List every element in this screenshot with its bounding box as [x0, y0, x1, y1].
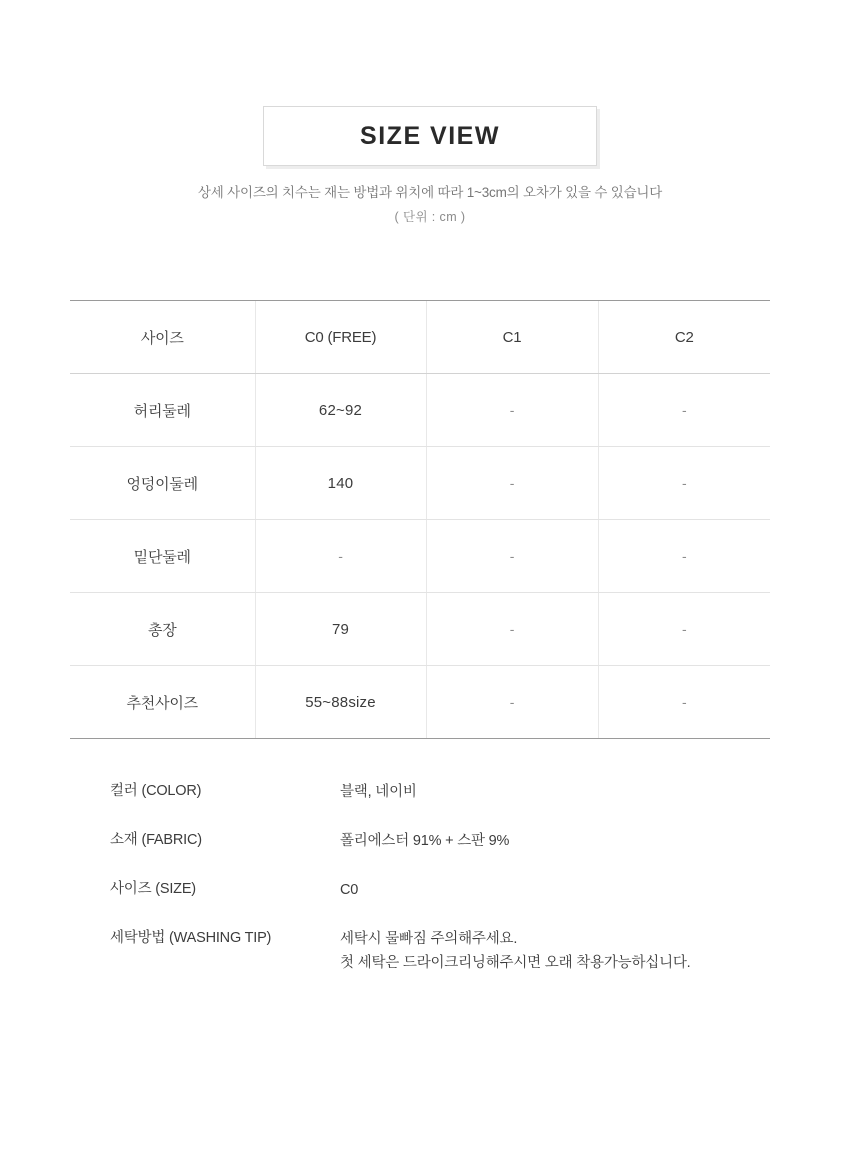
row-label: 밑단둘레	[70, 520, 255, 593]
row-label: 엉덩이둘레	[70, 447, 255, 520]
info-label: 세탁방법 (WASHING TIP)	[110, 930, 272, 946]
info-value-line: C0	[340, 882, 359, 898]
row-label: 허리둘레	[70, 374, 255, 447]
row-value-c1: -	[426, 520, 598, 593]
column-header-c2: C2	[598, 301, 770, 374]
info-value-line: 폴리에스터 91% + 스판 9%	[340, 833, 510, 849]
info-value-line: 블랙, 네이비	[340, 784, 417, 800]
table-row	[70, 666, 770, 739]
row-value-c2: -	[598, 447, 770, 520]
size-table-head	[70, 301, 770, 374]
info-value-line: 세탁시 물빠짐 주의해주세요.	[340, 931, 518, 947]
column-header-c1: C1	[426, 301, 598, 374]
row-value-c0: 55~88size	[255, 666, 426, 739]
info-value-line: 첫 세탁은 드라이크리닝해주시면 오래 착용가능하십니다.	[340, 955, 691, 971]
row-value-c0: 140	[255, 447, 426, 520]
info-label: 사이즈 (SIZE)	[110, 881, 196, 897]
row-value-c2: -	[598, 666, 770, 739]
table-row	[70, 593, 770, 666]
info-label: 소재 (FABRIC)	[110, 832, 202, 848]
table-row	[70, 447, 770, 520]
size-table	[70, 300, 770, 739]
row-value-c1: -	[426, 593, 598, 666]
row-value-c0: -	[255, 520, 426, 593]
info-value	[340, 927, 800, 975]
unit-text: ( 단위 : cm )	[394, 210, 466, 224]
row-value-c2: -	[598, 374, 770, 447]
info-value	[340, 780, 800, 804]
table-row	[70, 374, 770, 447]
info-row-color	[110, 780, 800, 804]
row-label: 총장	[70, 593, 255, 666]
info-row-washing-tip	[110, 927, 800, 975]
info-row-size	[110, 878, 800, 902]
row-value-c2: -	[598, 593, 770, 666]
row-value-c1: -	[426, 374, 598, 447]
info-label: 컬러 (COLOR)	[110, 783, 202, 799]
table-header-row	[70, 301, 770, 374]
column-header-c0: C0 (FREE)	[255, 301, 426, 374]
info-row-fabric	[110, 829, 800, 853]
size-view-title-box	[263, 106, 597, 166]
info-value	[340, 829, 800, 853]
measurement-notice	[0, 180, 860, 230]
size-table-wrapper	[70, 300, 770, 739]
product-info-list	[110, 780, 800, 975]
row-value-c2: -	[598, 520, 770, 593]
row-value-c1: -	[426, 666, 598, 739]
row-value-c0: 79	[255, 593, 426, 666]
row-label: 추천사이즈	[70, 666, 255, 739]
row-value-c0: 62~92	[255, 374, 426, 447]
column-header-size: 사이즈	[70, 301, 255, 374]
notice-text: 상세 사이즈의 치수는 재는 방법과 위치에 따라 1~3cm의 오차가 있을 수 있습니다	[197, 185, 663, 200]
title-section	[0, 106, 860, 166]
info-value	[340, 878, 800, 902]
table-row	[70, 520, 770, 593]
row-value-c1: -	[426, 447, 598, 520]
size-table-body	[70, 374, 770, 739]
page-title: SIZE VIEW	[360, 121, 500, 150]
